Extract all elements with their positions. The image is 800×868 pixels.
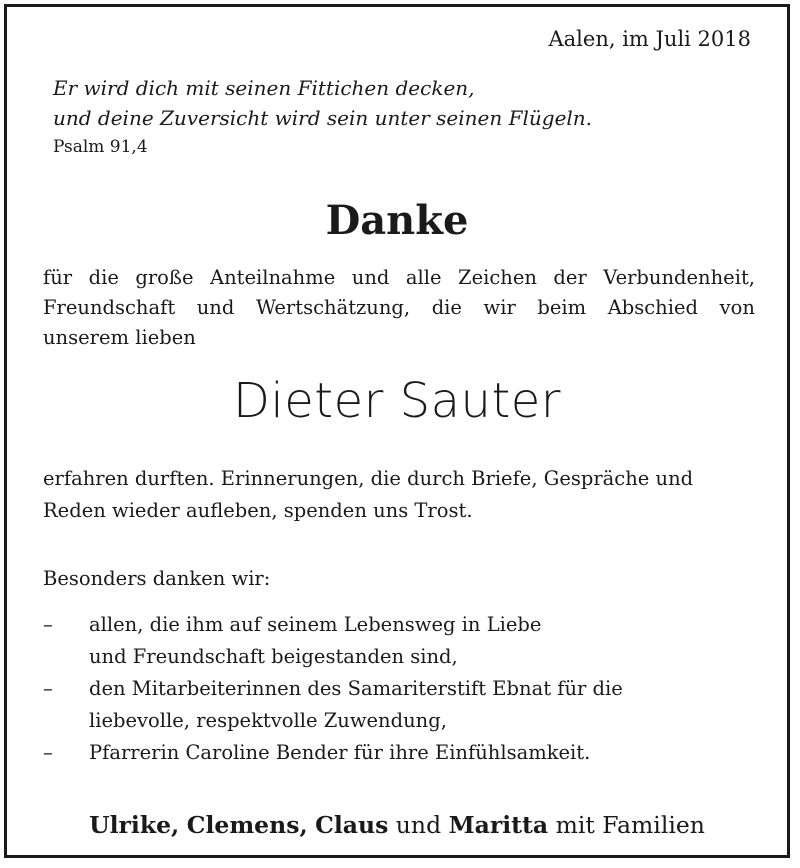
word: Zeichen [458,266,537,289]
thanks-list [43,609,623,769]
signature-name: Maritta [448,811,549,839]
signature-suffix: mit Familien [555,811,705,839]
intro-line-3: unserem lieben [43,326,196,349]
verse-source: Psalm 91,4 [53,137,148,157]
intro-line-2 [43,293,755,323]
word: beim [537,296,587,319]
word: und [196,296,235,319]
list-item [43,673,623,737]
deceased-name: Dieter Sauter [232,373,562,429]
list-item [43,609,623,673]
thanks-heading: Besonders danken wir: [43,567,271,590]
intro-text [43,263,755,353]
word: Anteilnahme [210,266,336,289]
bible-verse [53,73,592,133]
word: Wertschätzung, [255,296,411,319]
signature [7,811,787,839]
dash-bullet: – [43,613,53,636]
word: die [431,296,462,319]
list-item-line: und Freundschaft beigestanden sind, [89,645,458,668]
word: und [351,266,390,289]
dash-bullet: – [43,741,53,764]
word: Verbundenheit, [603,266,755,289]
word: große [135,266,194,289]
list-item-line: liebevolle, respektvolle Zuwendung, [89,709,447,732]
dash-bullet: – [43,677,53,700]
dateline: Aalen, im Juli 2018 [548,27,751,51]
list-item [43,737,623,769]
paragraph-line-1: erfahren durften. Erinnerungen, die durch Briefe, Gespräche und [43,467,694,490]
list-item-line: den Mitarbeiterinnen des Samariterstift Ebnat für die [89,677,623,700]
word: Freundschaft [43,296,176,319]
word: die [88,266,119,289]
signature-conjunction: und [395,811,442,839]
paragraph-line-2: Reden wieder aufleben, spenden uns Trost. [43,499,473,522]
word: Abschied [607,296,698,319]
word: für [43,266,73,289]
word: der [553,266,587,289]
verse-line-2: und deine Zuversicht wird sein unter seinen Flügeln. [53,106,593,130]
word: alle [405,266,442,289]
obituary-card [4,4,790,858]
word: von [719,296,755,319]
signature-name: Clemens, [186,811,308,839]
list-item-line: Pfarrerin Caroline Bender für ihre Einfühlsamkeit. [89,741,591,764]
verse-line-1: Er wird dich mit seinen Fittichen decken, [53,76,475,100]
signature-name: Claus [315,811,389,839]
heading-danke: Danke [325,197,469,244]
signature-name: Ulrike, [89,811,180,839]
list-item-line: allen, die ihm auf seinem Lebensweg in Liebe [89,613,542,636]
intro-line-1 [43,263,755,293]
word: wir [483,296,516,319]
body-paragraph [43,463,693,527]
